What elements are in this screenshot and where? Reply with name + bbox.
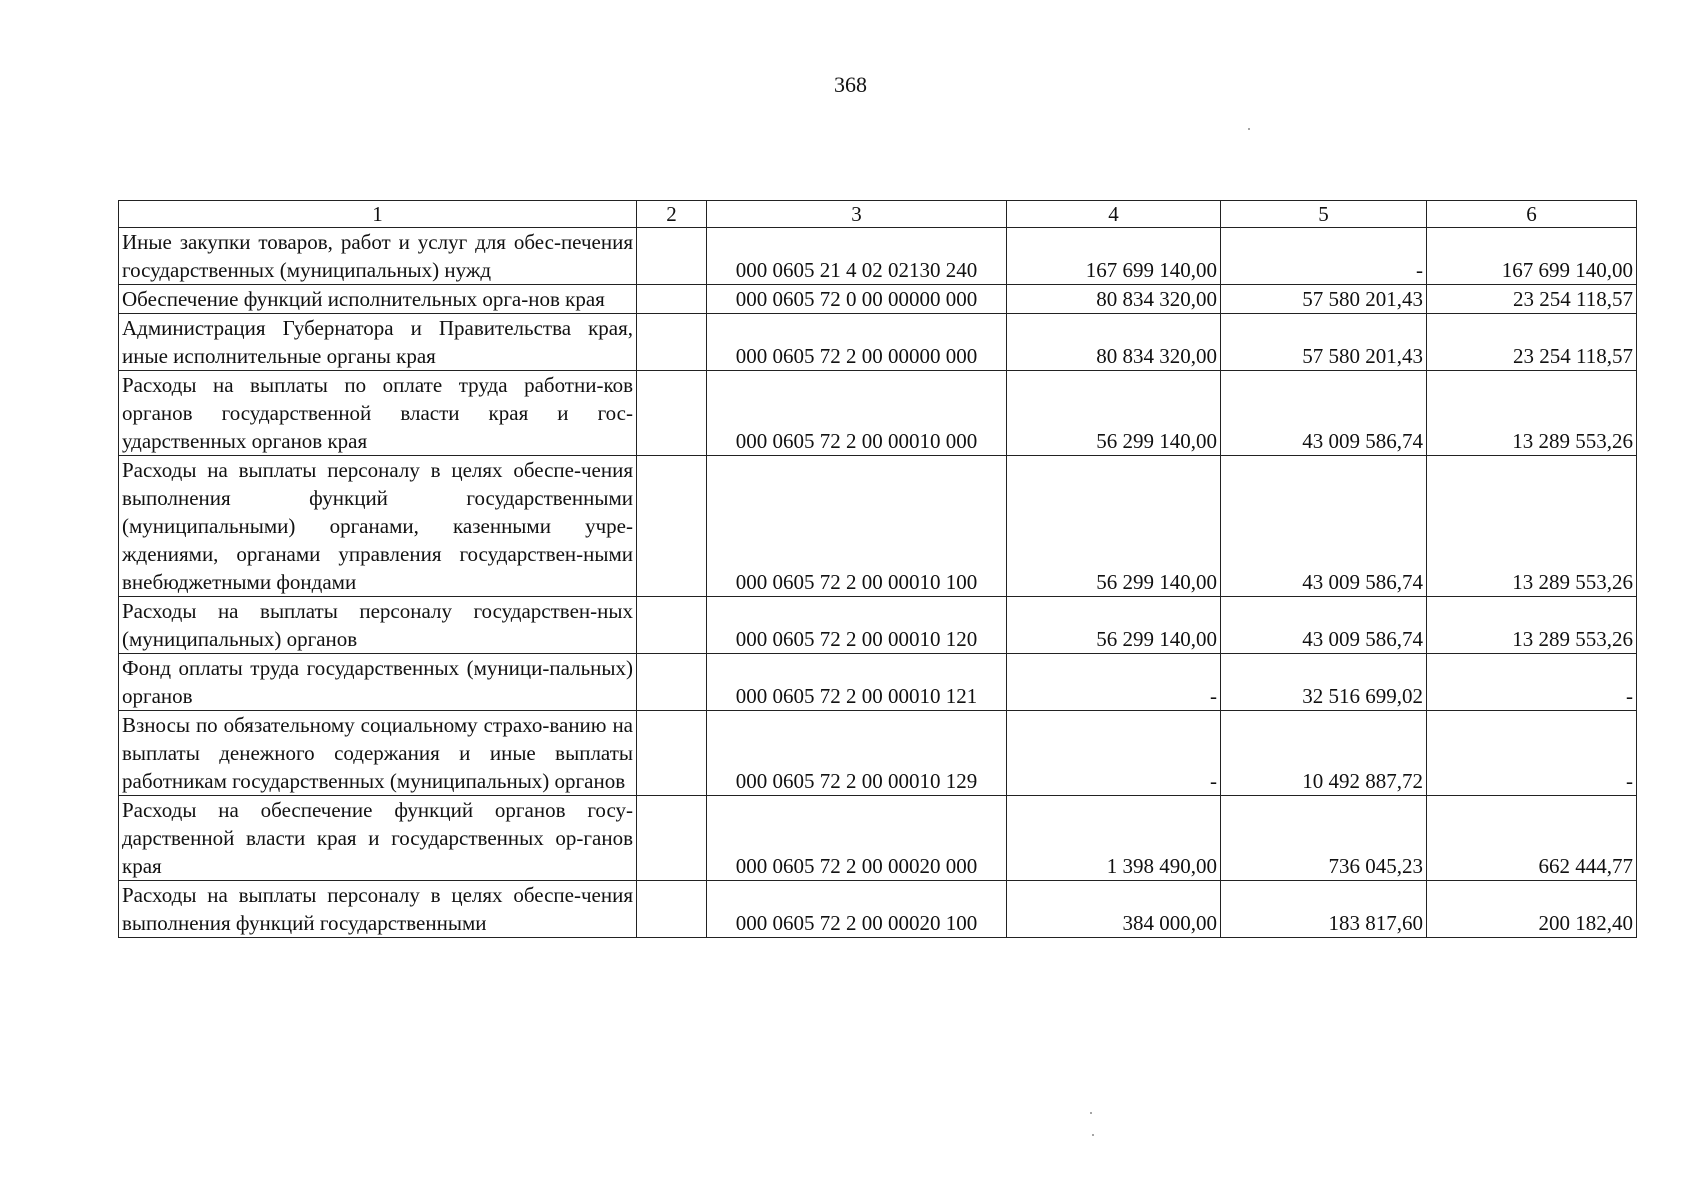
row-col6: 13 289 553,26 — [1427, 456, 1637, 597]
row-description: Расходы на выплаты по оплате труда работни-ков органов государственной власти края и гос-ударственных органов края — [119, 371, 637, 456]
row-col6: 200 182,40 — [1427, 881, 1637, 938]
row-col2 — [637, 597, 707, 654]
row-col4: 80 834 320,00 — [1007, 285, 1221, 314]
row-code: 000 0605 72 2 00 00010 100 — [707, 456, 1007, 597]
row-code: 000 0605 72 2 00 00020 100 — [707, 881, 1007, 938]
row-col2 — [637, 456, 707, 597]
row-col2 — [637, 881, 707, 938]
column-header: 5 — [1221, 201, 1427, 228]
row-col4: 56 299 140,00 — [1007, 371, 1221, 456]
column-header: 2 — [637, 201, 707, 228]
row-col5: 32 516 699,02 — [1221, 654, 1427, 711]
row-code: 000 0605 72 2 00 00010 120 — [707, 597, 1007, 654]
column-header: 1 — [119, 201, 637, 228]
budget-table — [118, 200, 1637, 938]
row-code: 000 0605 72 0 00 00000 000 — [707, 285, 1007, 314]
row-col4: - — [1007, 711, 1221, 796]
row-description: Иные закупки товаров, работ и услуг для обес-печения государственных (муниципальных) нужд — [119, 228, 637, 285]
table-row — [119, 456, 1637, 597]
row-col2 — [637, 314, 707, 371]
row-description: Фонд оплаты труда государственных (муници-пальных) органов — [119, 654, 637, 711]
table-row — [119, 228, 1637, 285]
row-description: Расходы на выплаты персоналу в целях обеспе-чения выполнения функций государственными (муниципальными) органами, казенными учре-ждениями, органами управления государствен-ными внебюджетными фондами — [119, 456, 637, 597]
row-col6: - — [1427, 711, 1637, 796]
row-code: 000 0605 72 2 00 00010 000 — [707, 371, 1007, 456]
table-row — [119, 654, 1637, 711]
row-col2 — [637, 371, 707, 456]
row-description: Расходы на выплаты персоналу в целях обеспе-чения выполнения функций государственными — [119, 881, 637, 938]
table-header — [119, 201, 1637, 228]
scan-speck — [1248, 128, 1250, 130]
row-col4: 1 398 490,00 — [1007, 796, 1221, 881]
column-header: 6 — [1427, 201, 1637, 228]
row-col4: - — [1007, 654, 1221, 711]
table-row — [119, 711, 1637, 796]
row-col2 — [637, 711, 707, 796]
row-col4: 56 299 140,00 — [1007, 597, 1221, 654]
row-code: 000 0605 72 2 00 00000 000 — [707, 314, 1007, 371]
row-code: 000 0605 72 2 00 00010 121 — [707, 654, 1007, 711]
row-code: 000 0605 72 2 00 00020 000 — [707, 796, 1007, 881]
table-row — [119, 881, 1637, 938]
row-code: 000 0605 21 4 02 02130 240 — [707, 228, 1007, 285]
row-col5: 43 009 586,74 — [1221, 371, 1427, 456]
row-description: Расходы на обеспечение функций органов госу-дарственной власти края и государственных ор-ганов края — [119, 796, 637, 881]
row-col4: 384 000,00 — [1007, 881, 1221, 938]
table-row — [119, 285, 1637, 314]
scan-speck — [1092, 1134, 1094, 1136]
scan-speck — [1090, 1112, 1092, 1114]
row-col4: 56 299 140,00 — [1007, 456, 1221, 597]
row-col2 — [637, 796, 707, 881]
row-col6: 23 254 118,57 — [1427, 314, 1637, 371]
row-col5: - — [1221, 228, 1427, 285]
row-code: 000 0605 72 2 00 00010 129 — [707, 711, 1007, 796]
table-body — [119, 228, 1637, 938]
table-row — [119, 796, 1637, 881]
row-col5: 57 580 201,43 — [1221, 285, 1427, 314]
row-col6: 662 444,77 — [1427, 796, 1637, 881]
row-description: Взносы по обязательному социальному страхо-ванию на выплаты денежного содержания и иные выплаты работникам государственных (муниципальных) органов — [119, 711, 637, 796]
row-col5: 10 492 887,72 — [1221, 711, 1427, 796]
page-number: 368 — [834, 72, 867, 97]
row-description: Обеспечение функций исполнительных орга-нов края — [119, 285, 637, 314]
row-description: Администрация Губернатора и Правительства края, иные исполнительные органы края — [119, 314, 637, 371]
row-col4: 167 699 140,00 — [1007, 228, 1221, 285]
row-col5: 43 009 586,74 — [1221, 597, 1427, 654]
row-description: Расходы на выплаты персоналу государствен-ных (муниципальных) органов — [119, 597, 637, 654]
row-col5: 183 817,60 — [1221, 881, 1427, 938]
row-col2 — [637, 654, 707, 711]
row-col5: 736 045,23 — [1221, 796, 1427, 881]
header-row — [119, 201, 1637, 228]
column-header: 4 — [1007, 201, 1221, 228]
row-col6: 23 254 118,57 — [1427, 285, 1637, 314]
row-col2 — [637, 285, 707, 314]
row-col6: 13 289 553,26 — [1427, 597, 1637, 654]
table-row — [119, 314, 1637, 371]
column-header: 3 — [707, 201, 1007, 228]
row-col6: 167 699 140,00 — [1427, 228, 1637, 285]
row-col6: - — [1427, 654, 1637, 711]
table-row — [119, 371, 1637, 456]
table-row — [119, 597, 1637, 654]
row-col5: 43 009 586,74 — [1221, 456, 1427, 597]
row-col5: 57 580 201,43 — [1221, 314, 1427, 371]
row-col2 — [637, 228, 707, 285]
row-col6: 13 289 553,26 — [1427, 371, 1637, 456]
row-col4: 80 834 320,00 — [1007, 314, 1221, 371]
